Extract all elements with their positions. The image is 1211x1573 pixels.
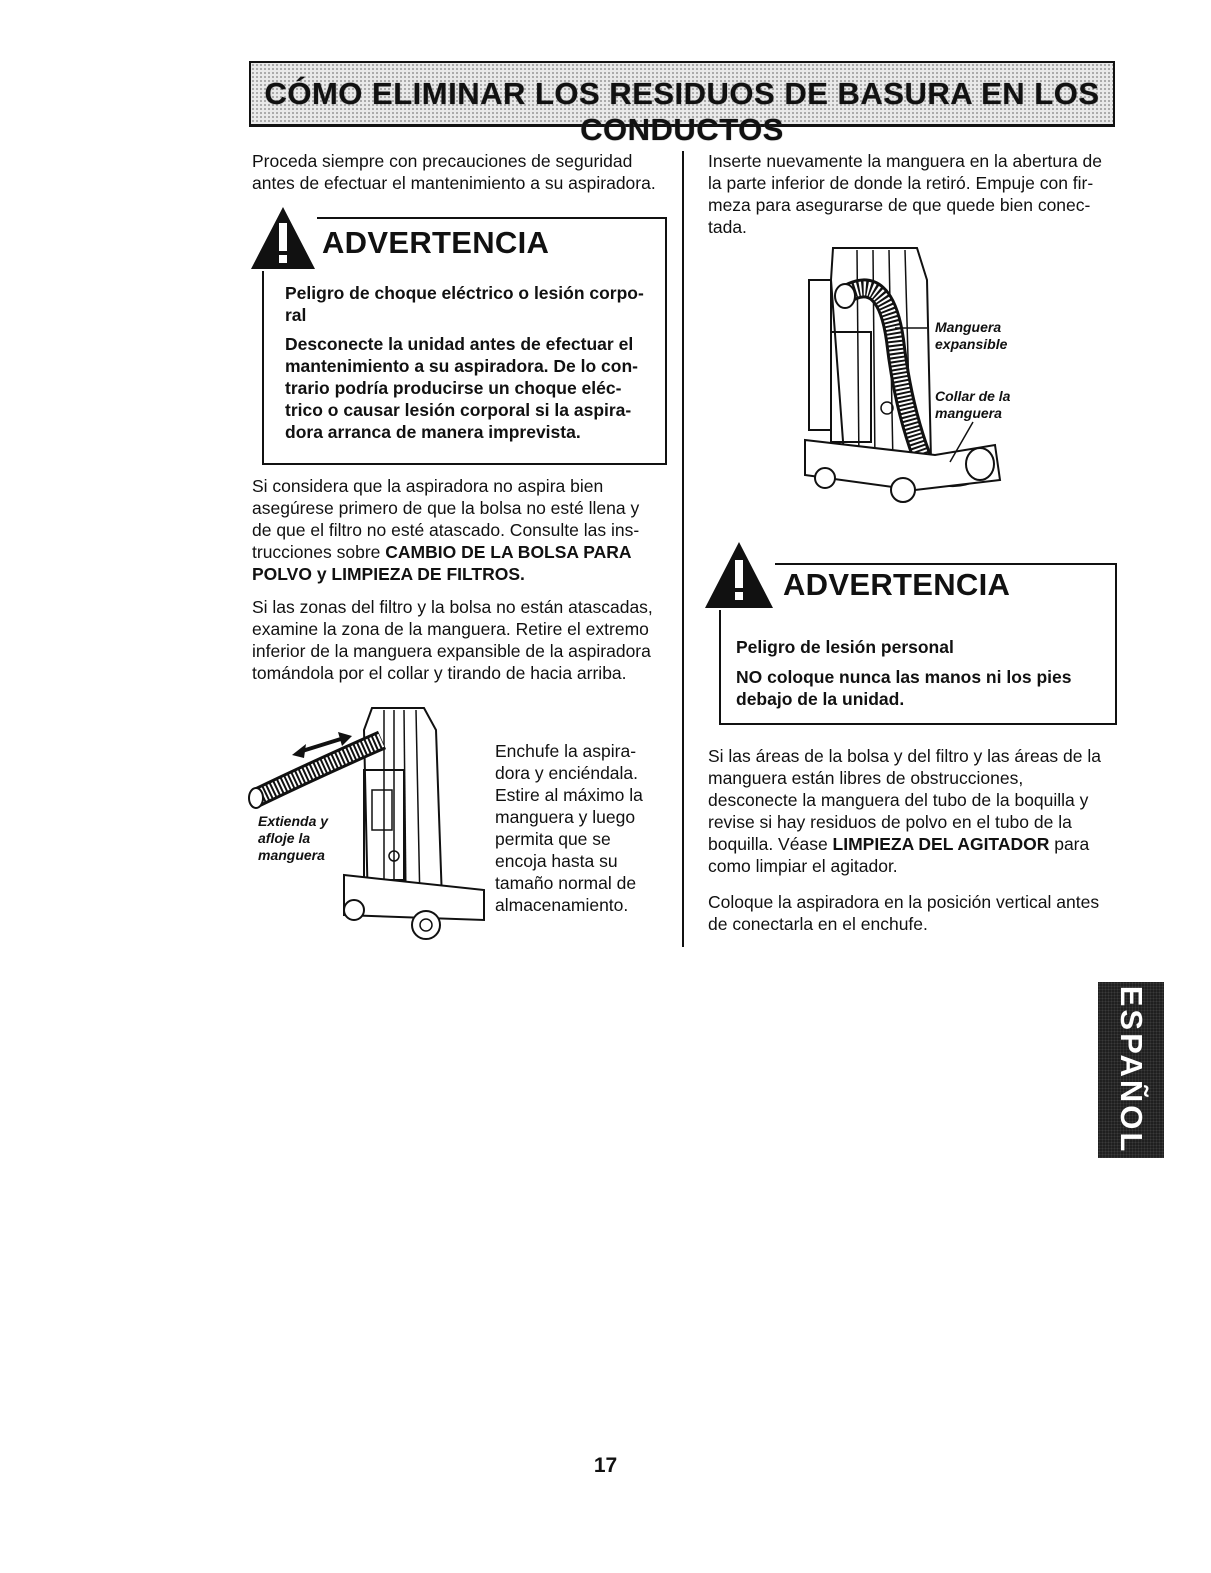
figure-label-line: manguera	[935, 405, 1002, 421]
warning-icon-bg	[703, 538, 775, 610]
para-line: meza para asegurarse de que quede bien conec-	[708, 195, 1091, 215]
left-intro	[252, 150, 656, 194]
para-line: Si las áreas de la bolsa y del filtro y las áreas de la	[708, 746, 1101, 766]
para-line: revise si hay residuos de polvo en el tubo de la	[708, 812, 1072, 832]
warning-title	[285, 282, 665, 326]
warning-title: Peligro de lesión personal	[736, 637, 954, 657]
para-line: tomándola por el collar y tirando de hacia arriba.	[252, 663, 627, 683]
para-line: la parte inferior de donde la retiró. Empuje con fir-	[708, 173, 1094, 193]
para-bold-text: LIMPIEZA DEL AGITADOR	[832, 834, 1050, 854]
side-text-line: Estire al máximo la	[495, 785, 643, 805]
para-line: manguera están libres de obstrucciones,	[708, 768, 1024, 788]
right-paragraph-upright	[708, 891, 1099, 935]
para-line: de que el filtro no esté atascado. Consulte las ins-	[252, 520, 640, 540]
extend-hose-label	[258, 813, 328, 864]
warning-icon-bg	[249, 205, 317, 271]
para-line: como limpiar el agitador.	[708, 856, 898, 876]
side-text-line: dora y enciéndala.	[495, 763, 639, 783]
warning-title-line: ral	[285, 305, 307, 325]
para-line: asegúrese primero de que la bolsa no esté llena y	[252, 498, 640, 518]
warning-heading: ADVERTENCIA	[783, 567, 1011, 602]
side-text-line: almacenamiento.	[495, 895, 629, 915]
warning-title-line: Peligro de choque eléctrico o lesión corpo-	[285, 283, 644, 303]
para-line: desconecte la manguera del tubo de la boquilla y	[708, 790, 1089, 810]
warning-body-line: trico o causar lesión corporal si la aspira-	[285, 400, 632, 420]
vacuum-hose-collar-illustration	[795, 240, 1025, 512]
para-line: examine la zona de la manguera. Retire el extremo	[252, 619, 649, 639]
para-text: boquilla. Véase	[708, 834, 833, 854]
para-line: Si las zonas del filtro y la bolsa no están atascadas,	[252, 597, 653, 617]
para-bold-text: CAMBIO DE LA BOLSA PARA	[385, 542, 632, 562]
section-title-bar	[249, 61, 1115, 147]
language-tab	[1098, 982, 1164, 1158]
hose-label	[935, 319, 1007, 353]
warning-body	[285, 333, 665, 443]
warning-body-line: Desconecte la unidad antes de efectuar el	[285, 334, 634, 354]
para-line	[708, 833, 1101, 855]
side-text-line: Enchufe la aspira-	[495, 741, 637, 761]
figure-label-line: Collar de la	[935, 388, 1011, 404]
page-number: 17	[593, 1454, 618, 1477]
figure-label-line: Manguera	[935, 319, 1002, 335]
side-text-line: encoja hasta su	[495, 851, 618, 871]
warning-triangle-icon	[703, 538, 775, 610]
para-line: Si considera que la aspiradora no aspira bien	[252, 476, 604, 496]
para-text: trucciones sobre	[252, 542, 386, 562]
left-intro-line: Proceda siempre con precauciones de seguridad	[252, 151, 633, 171]
figure-label-line: expansible	[935, 336, 1008, 352]
para-line: de conectarla en el enchufe.	[708, 914, 928, 934]
figure-label-line: manguera	[258, 847, 325, 863]
warning-personal-injury	[703, 538, 1119, 726]
language-tab-label: ESPAÑOL	[1114, 985, 1149, 1155]
para-line: tada.	[708, 217, 747, 237]
side-text-line: manguera y luego	[495, 807, 636, 827]
para-bold-text: POLVO y LIMPIEZA DE FILTROS.	[252, 564, 525, 584]
column-divider	[682, 151, 684, 947]
collar-label	[935, 388, 1010, 422]
figure-label-line: afloje la	[258, 830, 311, 846]
left-paragraph-suction	[252, 475, 639, 585]
para-line: Coloque la aspiradora en la posición vertical antes	[708, 892, 1100, 912]
side-text-line: permita que se	[495, 829, 611, 849]
warning-body-line: dora arranca de manera imprevista.	[285, 422, 581, 442]
warning-body-line: mantenimiento a su aspiradora. De lo con-	[285, 356, 638, 376]
warning-body	[736, 666, 1106, 710]
para-line: Inserte nuevamente la manguera en la abertura de	[708, 151, 1103, 171]
figure-label-line: Extienda y	[258, 813, 329, 829]
para-line	[252, 563, 639, 585]
section-title: CÓMO ELIMINAR LOS RESIDUOS DE BASURA EN LOS CONDUCTOS	[264, 76, 1100, 147]
para-line	[252, 541, 639, 563]
side-text-line: tamaño normal de	[495, 873, 637, 893]
warning-triangle-icon	[249, 205, 317, 271]
right-intro	[708, 150, 1102, 238]
left-side-instructions	[495, 740, 643, 916]
warning-heading: ADVERTENCIA	[322, 225, 550, 260]
para-line: inferior de la manguera expansible de la aspiradora	[252, 641, 651, 661]
warning-electric	[249, 205, 669, 467]
left-intro-line: antes de efectuar el mantenimiento a su aspiradora.	[252, 173, 656, 193]
warning-body-line: trario podría producirse un choque eléc-	[285, 378, 622, 398]
warning-body-line: NO coloque nunca las manos ni los pies	[736, 667, 1072, 687]
left-paragraph-hose	[252, 596, 653, 684]
para-text: para	[1049, 834, 1090, 854]
right-paragraph-check	[708, 745, 1101, 877]
warning-body-line: debajo de la unidad.	[736, 689, 905, 709]
